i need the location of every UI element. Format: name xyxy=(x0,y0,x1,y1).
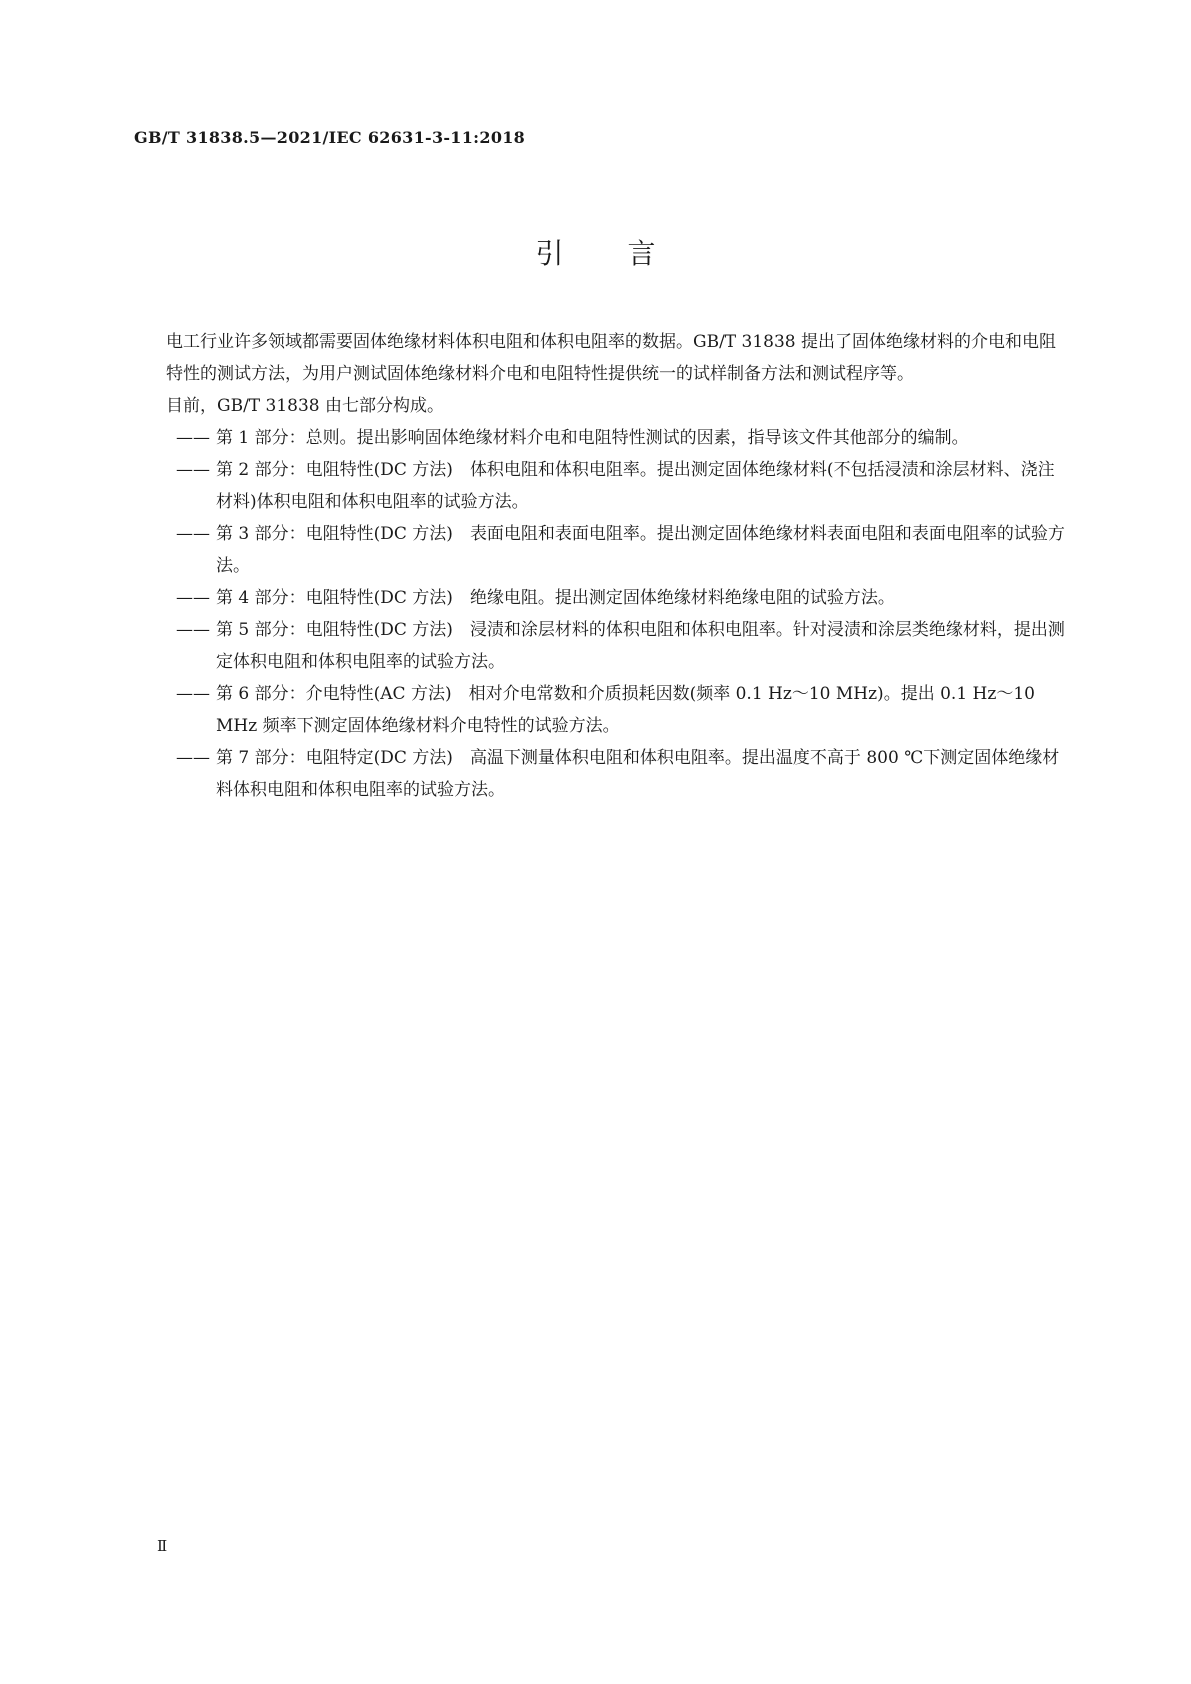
list-item-part-5 xyxy=(176,614,1066,678)
part-label: 第 4 部分：电阻特性(DC 方法) xyxy=(216,588,470,608)
list-dash: —— xyxy=(176,428,210,448)
parts-summary-paragraph: 目前，GB/T 31838 由七部分构成。 xyxy=(166,396,445,416)
page-number: Ⅱ xyxy=(157,1537,168,1555)
list-dash: —— xyxy=(176,684,210,704)
list-item-part-4 xyxy=(176,582,1066,614)
introduction-body xyxy=(166,326,1066,806)
list-dash: —— xyxy=(176,524,210,544)
list-dash: —— xyxy=(176,460,210,480)
part-label: 第 7 部分：电阻特定(DC 方法) xyxy=(216,748,470,768)
list-dash: —— xyxy=(176,748,210,768)
list-item-part-1 xyxy=(176,422,1066,454)
page-title: 引言 xyxy=(535,237,720,270)
intro-paragraph: 电工行业许多领域都需要固体绝缘材料体积电阻和体积电阻率的数据。GB/T 31838 提出了固体绝缘材料的介电和电阻特性的测试方法，为用户测试固体绝缘材料介电和电阻特性提供统一的试样制备方法和测试程序等。 xyxy=(166,332,1057,384)
part-label: 第 6 部分：介电特性(AC 方法) xyxy=(216,684,469,704)
list-item-part-6 xyxy=(176,678,1066,742)
standard-header: GB/T 31838.5—2021/IEC 62631-3-11:2018 xyxy=(134,128,526,147)
list-item-part-7 xyxy=(176,742,1066,806)
part-description: 浸渍和涂层材料的体积电阻和体积电阻率。针对浸渍和涂层类绝缘材料，提出测定体积电阻和体积电阻率的试验方法。 xyxy=(216,620,1065,672)
list-item-part-3 xyxy=(176,518,1066,582)
part-label: 第 1 部分：总则。 xyxy=(216,428,357,448)
part-description: 体积电阻和体积电阻率。提出测定固体绝缘材料(不包括浸渍和涂层材料、浇注材料)体积电阻和体积电阻率的试验方法。 xyxy=(216,460,1055,512)
part-description: 提出影响固体绝缘材料介电和电阻特性测试的因素，指导该文件其他部分的编制。 xyxy=(356,428,969,448)
part-description: 绝缘电阻。提出测定固体绝缘材料绝缘电阻的试验方法。 xyxy=(469,588,895,608)
list-dash: —— xyxy=(176,620,210,640)
part-description: 高温下测量体积电阻和体积电阻率。提出温度不高于 800 ℃下测定固体绝缘材料体积电阻和体积电阻率的试验方法。 xyxy=(216,748,1060,800)
part-label: 第 5 部分：电阻特性(DC 方法) xyxy=(216,620,470,640)
part-description: 表面电阻和表面电阻率。提出测定固体绝缘材料表面电阻和表面电阻率的试验方法。 xyxy=(216,524,1065,576)
part-label: 第 3 部分：电阻特性(DC 方法) xyxy=(216,524,470,544)
list-item-part-2 xyxy=(176,454,1066,518)
part-description: 相对介电常数和介质损耗因数(频率 0.1 Hz～10 MHz)。提出 0.1 Hz～10 MHz 频率下测定固体绝缘材料介电特性的试验方法。 xyxy=(216,684,1035,736)
part-label: 第 2 部分：电阻特性(DC 方法) xyxy=(216,460,470,480)
list-dash: —— xyxy=(176,588,210,608)
